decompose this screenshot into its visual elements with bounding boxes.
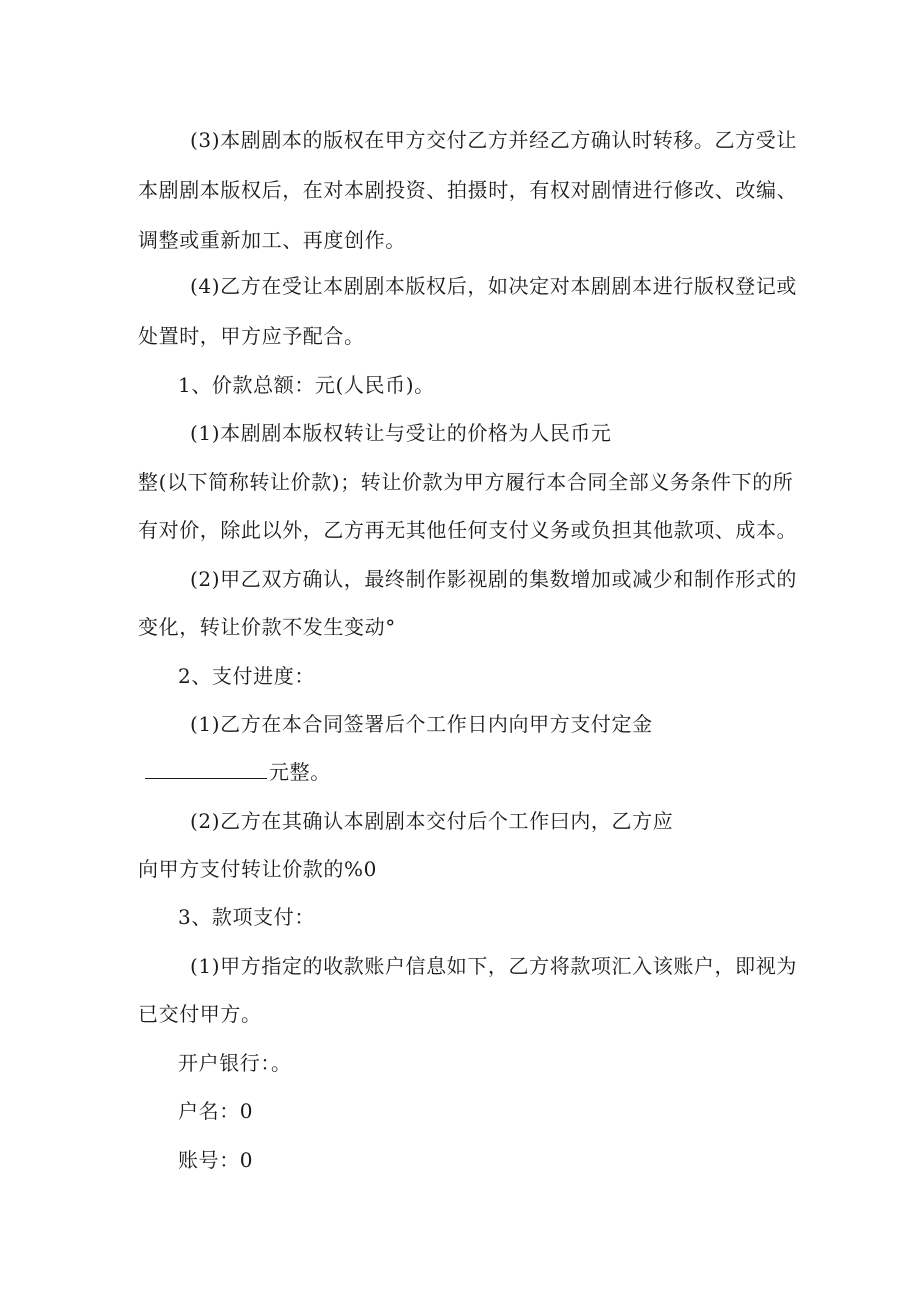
section-2-heading: 2、支付进度： <box>178 664 315 688</box>
account-holder-field: 户名：0 <box>178 1099 254 1123</box>
clause-3-line-2: 本剧剧本版权后，在对本剧投资、拍摄时，有权对剧情进行修改、改编、 <box>138 178 798 202</box>
amount-suffix: 元整。 <box>269 760 331 784</box>
price-clause-2-line-1: (2)甲乙双方确认，最终制作影视剧的集数增加或减少和制作形式的 <box>190 567 797 591</box>
price-clause-1-line-2: 整(以下简称转让价款)；转让价款为甲方履行本合同全部义务条件下的所 <box>138 470 794 494</box>
account-number-field: 账号：0 <box>178 1148 254 1172</box>
payment-clause-2-line-1: (2)乙方在其确认本剧剧本交付后个工作曰内，乙方应 <box>190 809 674 833</box>
price-clause-1-line-1: (1)本剧剧本版权转让与受让的价格为人民币元 <box>190 421 612 445</box>
payment-clause-2-line-2: 向甲方支付转让价款的%0 <box>138 857 377 881</box>
account-clause-1-line-1: (1)甲方指定的收款账户信息如下，乙方将款项汇入该账户，即视为 <box>190 954 797 978</box>
price-clause-2-line-2: 变化，转让价款不发生变动° <box>138 615 396 639</box>
clause-3-line-3: 调整或重新加工、再度创作。 <box>138 228 406 252</box>
clause-3-line-1: (3)本剧剧本的版权在甲方交付乙方并经乙方确认时转移。乙方受让 <box>190 128 797 152</box>
section-1-heading: 1、价款总额：元(人民币)。 <box>178 373 435 397</box>
amount-blank <box>145 760 267 779</box>
section-3-heading: 3、款项支付： <box>178 905 315 929</box>
bank-name-field: 开户银行：。 <box>178 1051 292 1075</box>
account-clause-1-line-2: 已交付甲方。 <box>138 1002 262 1026</box>
clause-4-line-2: 处置时，甲方应予配合。 <box>138 324 365 348</box>
payment-clause-1-line-1: (1)乙方在本合同签署后个工作日内向甲方支付定金 <box>190 712 653 736</box>
clause-4-line-1: (4)乙方在受让本剧剧本版权后，如决定对本剧剧本进行版权登记或 <box>190 274 797 298</box>
payment-clause-1-line-2 <box>145 759 331 785</box>
price-clause-1-line-3: 有对价，除此以外，乙方再无其他任何支付义务或负担其他款项、成本。 <box>138 518 798 542</box>
